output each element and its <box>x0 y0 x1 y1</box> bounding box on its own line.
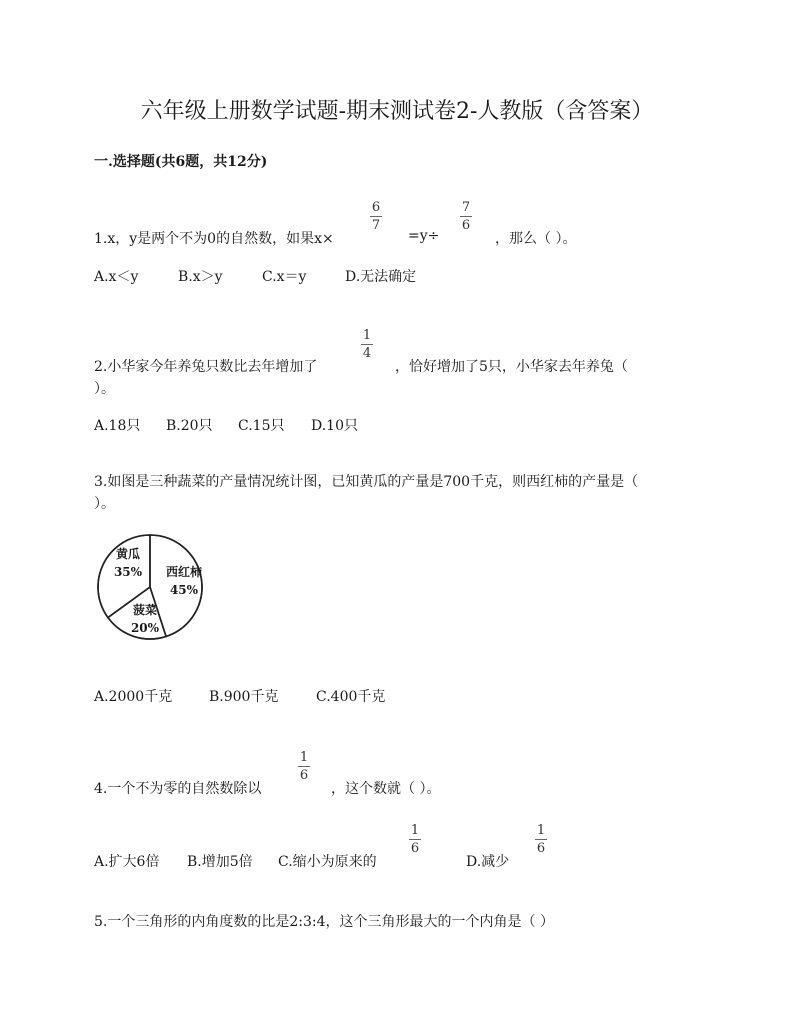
pie-value-1: 35% <box>113 565 143 579</box>
pie-value-2: 45% <box>169 583 199 597</box>
page-title: 六年级上册数学试题-期末测试卷2-人教版（含答案） <box>140 99 654 124</box>
q4-option-d: D.减少 <box>466 854 510 870</box>
q4-optd-frac-numerator: 1 <box>536 823 546 838</box>
q5-text: 5.一个三角形的内角度数的比是2:3:4，这个三角形最大的一个内角是（ ） <box>94 914 554 930</box>
q1-fraction-1 <box>370 200 382 233</box>
q4-text-a: 4.一个不为零的自然数除以 <box>94 781 262 797</box>
q4-fraction <box>298 750 310 783</box>
q2-option-a: A.18只 <box>94 418 141 434</box>
q1-option-b: B.x＞y <box>178 269 223 285</box>
q1-text-c: ，那么（ ）。 <box>495 231 577 247</box>
q1-frac2-numerator: 7 <box>461 200 471 215</box>
q2-option-b: B.20只 <box>166 418 213 434</box>
q4-option-a: A.扩大6倍 <box>94 854 160 870</box>
q4-option-c-fraction <box>409 823 421 856</box>
q3-option-b: B.900千克 <box>209 689 279 705</box>
q2-fraction <box>361 328 373 361</box>
q2-text-c: ）。 <box>94 381 115 397</box>
pie-label-3: 菠菜 <box>132 603 158 617</box>
q4-option-d-fraction <box>535 823 547 856</box>
q2-frac-denominator: 4 <box>362 346 372 361</box>
q4-option-c: C.缩小为原来的 <box>278 854 377 870</box>
q1-fraction-2 <box>460 200 472 233</box>
q4-option-b: B.增加5倍 <box>187 854 253 870</box>
q1-option-c: C.x＝y <box>262 269 307 285</box>
q1-option-d: D.无法确定 <box>345 269 417 285</box>
pie-label-1: 黄瓜 <box>115 547 141 561</box>
q2-frac-numerator: 1 <box>362 328 372 343</box>
section-heading: 一.选择题(共6题，共12分) <box>94 154 268 170</box>
q1-option-a: A.x＜y <box>94 269 139 285</box>
q3-text-b: ）。 <box>94 496 115 512</box>
q4-optc-frac-numerator: 1 <box>410 823 420 838</box>
q4-text-b: ，这个数就（ ）。 <box>331 781 441 797</box>
q1-frac1-numerator: 6 <box>371 200 381 215</box>
q3-text-a: 3.如图是三种蔬菜的产量情况统计图，已知黄瓜的产量是700千克，则西红柿的产量是（ <box>94 474 639 490</box>
q1-frac1-denominator: 7 <box>371 218 381 233</box>
q3-option-a: A.2000千克 <box>94 689 173 705</box>
q4-optc-frac-denominator: 6 <box>410 841 420 856</box>
q2-text-b: ，恰好增加了5只，小华家去年养兔（ <box>395 359 628 375</box>
q2-option-d: D.10只 <box>311 418 358 434</box>
q2-text-a: 2.小华家今年养兔只数比去年增加了 <box>94 359 318 375</box>
q1-text-b: =y÷ <box>408 228 440 244</box>
q2-option-c: C.15只 <box>238 418 285 434</box>
q3-option-c: C.400千克 <box>316 689 386 705</box>
q1-frac2-denominator: 6 <box>461 218 471 233</box>
pie-value-3: 20% <box>130 621 160 635</box>
pie-chart <box>92 530 222 650</box>
q4-frac-denominator: 6 <box>299 768 309 783</box>
pie-label-2: 西红柿 <box>165 565 203 579</box>
q4-frac-numerator: 1 <box>299 750 309 765</box>
q4-optd-frac-denominator: 6 <box>536 841 546 856</box>
q1-text-a: 1.x，y是两个不为0的自然数，如果x× <box>94 231 334 247</box>
